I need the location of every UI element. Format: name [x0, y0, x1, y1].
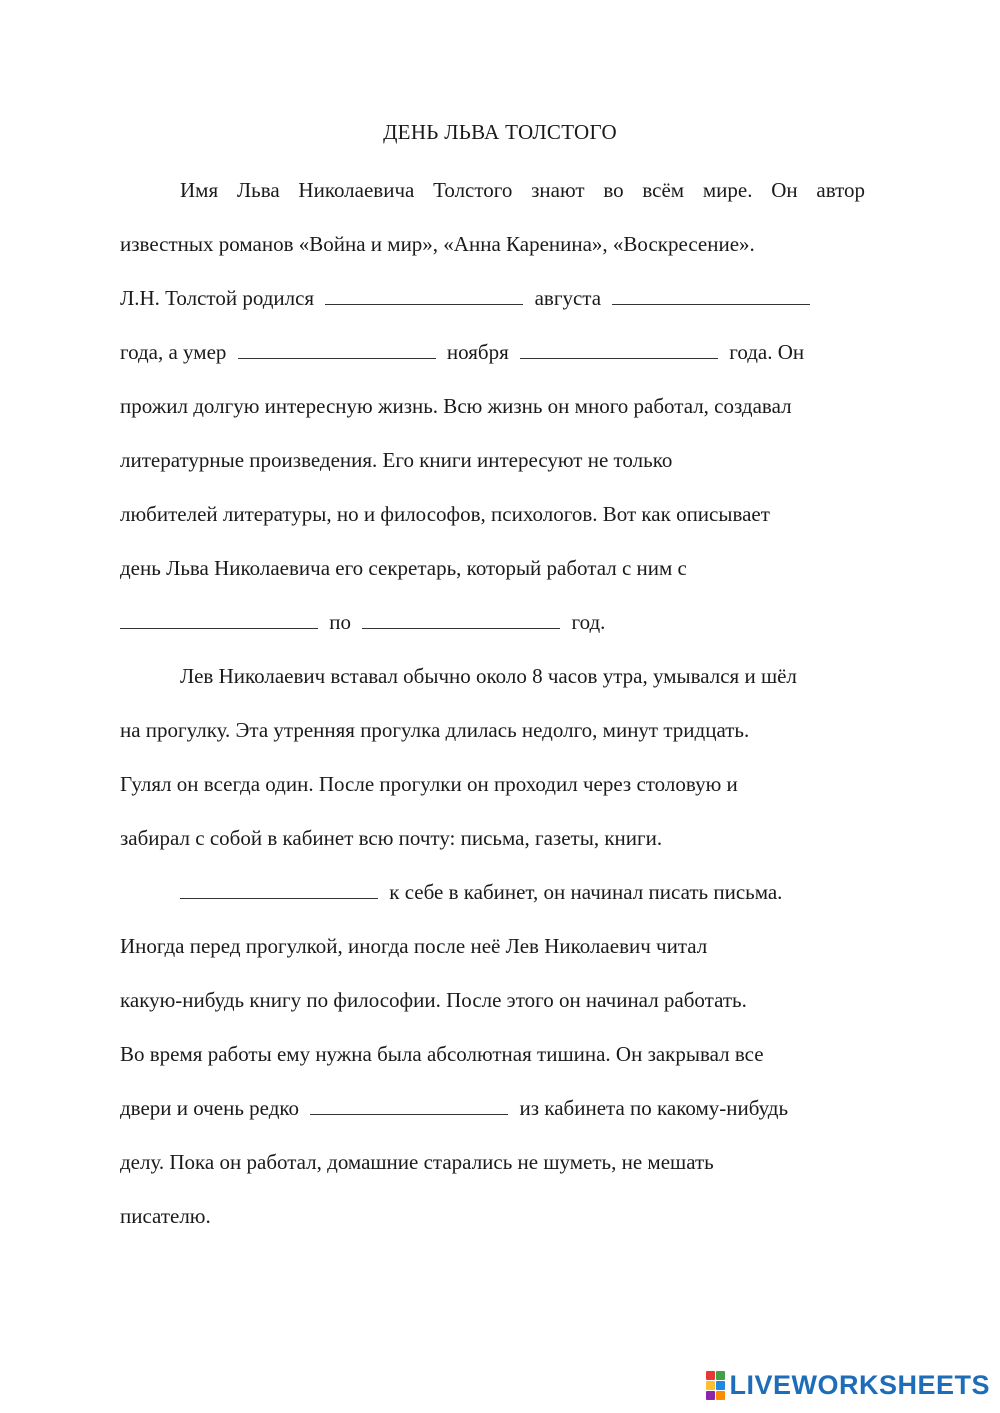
text-line: день Льва Николаевича его секретарь, который работал с ним с: [120, 556, 687, 580]
blank-secretary-to[interactable]: [362, 610, 560, 629]
text-line: [120, 284, 865, 312]
text-fragment: года, а умер: [120, 340, 227, 364]
text-fragment: двери и очень редко: [120, 1096, 300, 1120]
text-line: [120, 338, 865, 366]
text-line: Во время работы ему нужна была абсолютная тишина. Он закрывал все: [120, 1042, 764, 1066]
logo-square: [706, 1391, 715, 1400]
text-fragment: из кабинета по какому-нибудь: [519, 1096, 789, 1120]
text-line: Гулял он всегда один. После прогулки он проходил через столовую и: [120, 772, 738, 796]
text-fragment: Л.Н. Толстой родился: [120, 286, 315, 310]
text-line: Лев Николаевич вставал обычно около 8 часов утра, умывался и шёл: [180, 664, 797, 688]
text-fragment: года. Он: [729, 340, 805, 364]
logo-mark-icon: [706, 1371, 725, 1400]
text-line: известных романов «Война и мир», «Анна Каренина», «Воскресение».: [120, 232, 755, 256]
logo-square: [716, 1381, 725, 1390]
liveworksheets-logo: [706, 1370, 990, 1401]
text-line: писателю.: [120, 1204, 211, 1228]
text-line: прожил долгую интересную жизнь. Всю жизнь он много работал, создавал: [120, 394, 792, 418]
document-title: ДЕНЬ ЛЬВА ТОЛСТОГО: [383, 120, 617, 144]
text-line: литературные произведения. Его книги интересуют не только: [120, 448, 673, 472]
logo-square: [706, 1381, 715, 1390]
blank-returning[interactable]: [180, 880, 378, 899]
text-line: Иногда перед прогулкой, иногда после неё Лев Николаевич читал: [120, 934, 708, 958]
blank-secretary-from[interactable]: [120, 610, 318, 629]
text-fragment: год.: [571, 610, 606, 634]
text-fragment: августа: [534, 286, 602, 310]
text-line: любителей литературы, но и философов, психологов. Вот как описывает: [120, 502, 770, 526]
logo-square: [716, 1371, 725, 1380]
blank-death-year[interactable]: [520, 340, 718, 359]
text-line: забирал с собой в кабинет всю почту: письма, газеты, книги.: [120, 826, 663, 850]
text-line: делу. Пока он работал, домашние старались не шуметь, не мешать: [120, 1150, 714, 1174]
text-line: [120, 878, 865, 906]
blank-birth-day[interactable]: [325, 286, 523, 305]
blank-birth-year[interactable]: [612, 286, 810, 305]
text-fragment: ноября: [446, 340, 509, 364]
text-line: Имя Льва Николаевича Толстого знают во всём мире. Он автор: [180, 178, 865, 202]
text-fragment: по: [329, 610, 351, 634]
blank-came-out[interactable]: [310, 1096, 508, 1115]
logo-square: [706, 1371, 715, 1380]
text-line: какую-нибудь книгу по философии. После этого он начинал работать.: [120, 988, 747, 1012]
text-line: на прогулку. Эта утренняя прогулка длилась недолго, минут тридцать.: [120, 718, 750, 742]
logo-text: LIVEWORKSHEETS: [729, 1370, 990, 1400]
text-fragment: к себе в кабинет, он начинал писать письма.: [389, 880, 783, 904]
blank-death-day[interactable]: [238, 340, 436, 359]
logo-square: [716, 1391, 725, 1400]
text-line: [120, 1094, 865, 1122]
text-line: [120, 608, 865, 636]
